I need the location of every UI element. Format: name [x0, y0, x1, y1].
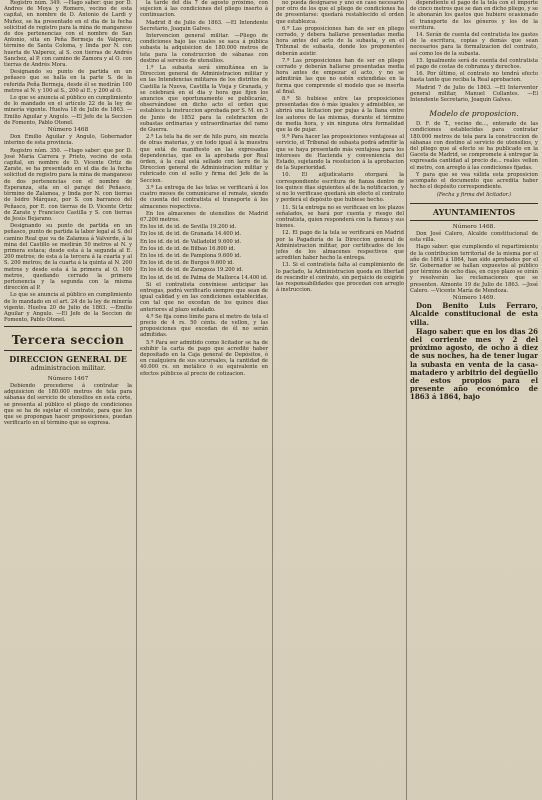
list-item: En los id. de id. de Burgos 9.600 id.: [140, 260, 235, 267]
notice-number: Número 1468.: [452, 223, 496, 230]
condition-16: 16. Por último, el contrato no tendrá efecto hasta tanto que reciba la Real aprobacion.: [410, 71, 538, 84]
notice-paragraph: Don José Calero, Alcalde constitucional de esta villa.: [410, 230, 538, 244]
notice-paragraph: Lo que se anuncia al público en cumplimiento de lo mandado en el artículo 22 de la ley de minería vigente. Huelva 18 de Julio de 1863. —Emilio Aguilar y Angulo. —El Jefe de la Seccion de Fomento, Pablo Otonel.: [4, 95, 132, 126]
list-item: En los id. de id. de Palma de Mallorca 14.400 id.: [140, 274, 268, 281]
list-item: En los id. de id. de Valladolid 9.600 id.: [140, 238, 242, 245]
condition-15: 15. Igualmente será de cuenta del contratista el pago de costas de cobranza y derechos.: [410, 57, 538, 71]
notice-registro-349: Registro núm. 349. —Hago saber: que por D. Andres de Moya y Romero, vecino de esta capital, en nombre de D. Antonio de Lardi y Muñoz, se ha presentado en el dia de la fecha solicitud de registro para la mina de manganeso de dos pertenencias con el nombre de San Antonio, sita en Peña Bermeja de Valperez, término de Santa Coloma, y linda por N. con huerta de Valperez, al S. con tierras de Andrés Sanchez, al P. con camino de Zamora y al O. con tierras de Andrés Mora.: [4, 0, 132, 69]
notice-registro-350: Registro núm. 350. —Hago saber: que por D. José María Carrera y Prieto, vecino de esta capital, en nombre de D. Vicente Ortiz de Zarate, se ha presentado en el dia de la fecha solicitud de registro para la mina de manganeso de dos pertenencias con el nombre de Esperanza, sita en el paraje del Peñasco, término de Zalamea, y linda por N. con tierras de Isidro Márquez, por S. con barranco del Peñasco, por E. con tierras de D. Vicente Ortiz de Zarate y Francisco Castilla y S. con tierras de Jesús Bejarano.: [4, 147, 132, 222]
notice-paragraph: la tarde del dia 7 de agosto próximo, con sujecion á las condiciones del pliego inserto á continuacion.: [140, 0, 268, 19]
notice-signature: Madrid 8 de Julio de 1863. —El Intendente Secretario, Joaquin Galves.: [140, 19, 268, 32]
section-heading: Tercera seccion: [11, 333, 125, 348]
notice-paragraph-large: Hago saber: que en los dias 26 del corriente mes y 2 del próximo agosto, de ocho á diez de sus noches, ha de tener lugar la subasta en venta de la casa-matadero y arbitrio del degüello de estos propios para el presente año económico de 1863 á 1864, bajo: [410, 326, 538, 402]
notice-paragraph: no pueda designarse y uno en caso necesario por otro de los que el pliego de condiciones ha de presentarse: quedará restablecido el orden que establezca.: [276, 0, 404, 25]
direction-heading: DIRECCION GENERAL DE: [9, 354, 127, 365]
notice-paragraph: Hago saber: que cumpliendo el repartimiento de la contribucion territorial de la misma por el año de 1863 á 1864, han sido aprobados por el Sr. Gobernador se hallan expuestos al público por término de ocho dias, en cuyo plazo se oirán y resolverán las reclamaciones que se presenten. Almonte 19 de Julio de 1863. —José Calero. —Vicente María de Mendoza.: [410, 244, 538, 294]
section-heading: AYUNTAMIENTOS: [432, 206, 516, 217]
divider: [410, 203, 538, 204]
warehouse-list: [140, 224, 268, 281]
column-divider: [406, 0, 407, 800]
divider: [4, 326, 132, 327]
condition-2: 2.ª La tela ha de ser de hilo puro, sin mezcla de otras materias, y en todo igual á la muestra que está de manifiesto en las expresadas dependencias, que es la aprobada por Real órden, á la cual está sellado con lacre de la Direccion general de Administracion militar y rubricado con el sello y firma del Jefe de la Seccion.: [140, 134, 268, 184]
condition-1: 1.ª La subasta será simultánea en la Direccion general de Administracion militar y en las Intendencias militares de los distritos de Castilla la Nueva, Castilla la Vieja y Granada, y se celebrará en el dia y hora que fijen los anuncios que oportunamente se publicarán, observándose en dicho acto el orden que establece la instruccion aprobada por S. M. en 3 de Junio de 1852 para la celebracion de subastas ordinarias y extraordinarias del ramo de Guerra.: [140, 65, 268, 134]
notice-paragraph-large: Don Benito Luis Ferraro, Alcalde constitucional de esta villa.: [410, 301, 538, 327]
condition-7: 7.ª Las proposiciones han de ser en pliego cerrado y deberán hallarse presentadas media hora antes de empezar el acto, y no se admitirán las que no estén extendidas en la forma que comprende el modelo que se inserta al final.: [276, 57, 404, 95]
notice-number: Número 1467: [47, 375, 89, 382]
warehouse-madrid: En los almacenes de utensilios de Madrid 67.200 metros.: [140, 210, 268, 223]
list-item: En los id. de id. de Sevilla 19.200 id.: [140, 224, 237, 231]
condition-13: 13. Si el contratista falta al cumplimiento de lo pactado, la Administracion queda en libertad de rescindir el contrato, sin perjuicio de exigirle las responsabilidades que procedan con arreglo á instruccion.: [276, 262, 404, 294]
model-text: Y para que se vea válida esta proposicion acompaño el documento que acredita haber hecho el depósito correspondiente.: [410, 171, 538, 191]
column-4: [410, 0, 538, 800]
list-item: En los id. de id. de Granada 14.400 id.: [140, 231, 242, 238]
notice-paragraph: Designando su punto de partida en un peñasco, punto de partida la labor legal al S. del camino Real que va de Zalamea á Valverde, á la mina del Castillo se medirán 50 metros al N. y primera estaca; desde esta á la segunda al E. 200 metros; de esta á la tercera á la cuarta y al S. 200 metros; de la cuarta á la quinta al N. 200 metros y desde esta á la primera al O. 100 metros, quedando cerrado la primera pertenencia y la segunda con la misma dirección al P.: [4, 223, 132, 292]
column-divider: [136, 0, 137, 800]
divider: [4, 350, 132, 351]
notice-paragraph: Debiendo procederse á contratar la adquisicion de 180.000 metros de tela para sábanas del servicio de utensilios en esta córte, se presenta al público el pliego de condiciones que se ha de sujetar el contrato, para que los que se propongan hacer proposiciones, puedan verificarlo en el término que se expresa.: [4, 383, 132, 427]
column-1: [4, 0, 132, 800]
notice-paragraph: Designando su punto de partida en un peñasco que se halla en la parte S. de la referida Peña Bermeja, desde él se medirán 100 metros al N. y 100 al S., 200 al E. y 200 al O.: [4, 69, 132, 94]
list-item: En los id. de id. de Pamplona 9.600 id.: [140, 252, 242, 259]
condition-9: 9.ª Para hacer las proposiciones ventajosas al servicio, el Tribunal de subasta podrá admitir la que se haya presentado más ventajosa para los intereses de Hacienda y conveniencia del Estado, sujetando la resolucion á la aprobacion de la Superioridad.: [276, 134, 404, 172]
model-heading: Modelo de proposicion.: [429, 109, 519, 119]
condition-3: 3.ª La entrega de las telas se verificará á los cuatro meses de comunicarse el remate, siendo de cuenta del contratista el transporte á los almacenes respectivos.: [140, 184, 268, 210]
model-text: D. F. de T., vecino de..., enterado de las condiciones establecidas para contratar 180.000 metros de tela para la construccion de sábanas con destino al servicio de utensilios, y del pliego que al efecto se ha publicado en la Gaceta de Madrid, se compromete á entregar la expresada cantidad al precio de... reales vellon el metro, con arreglo á las condiciones fijadas.: [410, 121, 538, 171]
condition-12: 12. El pago de la tela se verificará en Madrid por la Pagaduría de la Direccion general de Administracion militar, por certificados de los jefes de los almacenes respectivos que acrediten haber hecho la entrega.: [276, 230, 404, 262]
column-3: [276, 0, 404, 800]
list-item: En los id. de id. de Bilbao 16.800 id.: [140, 245, 236, 252]
notice-number: Número 1468: [47, 127, 89, 134]
condition-10: 10. El adjudicatario otorgará la correspondiente escritura de fianza dentro de los quince dias siguientes al de la notificacion, y si no lo verificase quedará sin efecto el contrato y perderá el depósito que hubiese hecho.: [276, 172, 404, 204]
notice-paragraph: dependiente el pago de la tela con el importe de cinco metros que se dan en dicho pliego, y se le abonarán los gastos que hubiere ocasionado el transporte de los géneros y los de la escritura.: [410, 0, 538, 31]
condition-4: 4.ª Se fija como límite para el metro de tela el precio de 4 rs. 50 cénts. de vellon, y las proposiciones que excedan de él no serán admitidas.: [140, 313, 268, 339]
notice-paragraph: Lo que se anuncia al público en cumplimiento de lo mandado en el art. 24 de la ley de minería vigente. Huelva 20 de Julio de 1863. —Emilio Aguilar y Angulo. —El Jefe de la Seccion de Fomento, Pablo Otonel.: [4, 292, 132, 324]
column-divider: [272, 0, 273, 800]
notice-number: Número 1469.: [452, 294, 496, 301]
condition-5: 5.ª Para ser admitido como licitador se ha de exhibir la carta de pago que acredite haber depositado en la Caja general de Depósitos, ó en cualquiera de sus sucursales, la cantidad de 40.000 rs. en metálico ó su equivalente en efectos públicos al precio de cotizacion.: [140, 339, 268, 377]
list-item: En los id. de id. de Zaragoza 19.200 id.: [140, 267, 244, 274]
condition-11: 11. Si la entrega no se verificase en los plazos señalados, se hará por cuenta y riesgo del contratista, quien responderá con la fianza y sus bienes.: [276, 204, 404, 230]
notice-paragraph: Don Emilio Aguilar y Angulo, Gobernador interino de esta provincia.: [4, 134, 132, 147]
notice-signature: Madrid 7 de Julio de 1863. —El Interventor general militar, Manuel Collantes. —El Intendente Secretario, Joaquin Galves.: [410, 84, 538, 104]
condition-14: 14. Serán de cuenta del contratista los gastos de la escritura, copias y demás que sean necesarios para la formalizacion del contrato, así como los de la subasta.: [410, 32, 538, 57]
column-2: [140, 0, 268, 800]
condition-8: 8.ª Si hubiese entre las proposiciones presentadas dos ó más iguales y admisibles, se abrirá una licitacion por pujas á la llana entre los autores de las mismas, durante el término de media hora, y sin ninguna otra formalidad que la de pujar.: [276, 96, 404, 134]
model-signature: (Fecha y firma del licitador.): [436, 192, 512, 199]
notice-paragraph: Si el contratista conviniese anticipar las entregas, podrá verificarlo siempre que sean de igual calidad y en las condiciones establecidas, con tal que no excedan de los quince dias anteriores al plazo señalado.: [140, 281, 268, 313]
direction-subheading: administracion militar.: [30, 364, 106, 373]
condition-6: 6.ª Las proposiciones han de ser en pliego cerrado, y debera hallarse presentadas media hora antes del acto de la subasta, y en el Tribunal de subasta, donde los proponentes deberán asistir.: [276, 25, 404, 57]
notice-paragraph: Intervencion general militar. —Pliego de condiciones bajo las cuales se saca á pública subasta la adquisicion de 180.000 metros de tela para la construccion de sábanas con destino al servicio de utensilios.: [140, 33, 268, 64]
divider: [410, 220, 538, 221]
